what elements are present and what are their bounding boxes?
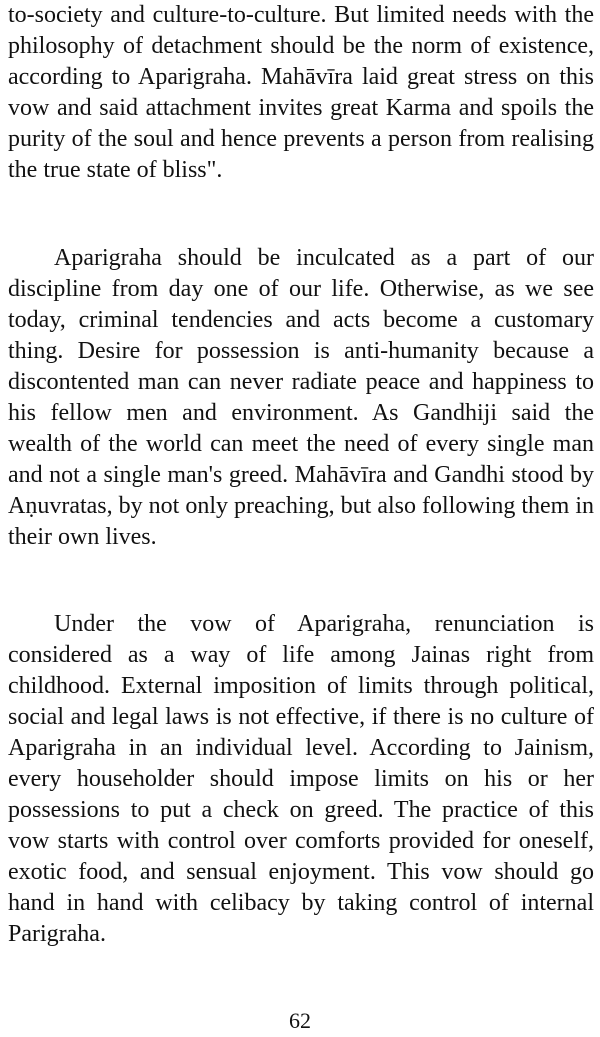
paragraph-3: Under the vow of Aparigraha, renunciation is considered as a way of life among Jainas right from childhood. External imposition of limits through political, social and legal laws is not effective, if there is no culture of Aparigraha in an individual level. According to Jainism, every householder should impose limits on his or her possessions to put a check on greed. The practice of this vow starts with control over comforts provided for oneself, exotic food, and sensual enjoyment. This vow should go hand in hand with celibacy by taking control of internal Parigraha. <box>8 611 594 947</box>
paragraph-2: Aparigraha should be inculcated as a part of our discipline from day one of our life. Otherwise, as we see today, criminal tendencies and acts become a customary thing. Desire for possession is anti-humanity because a discontented man can never radiate peace and happiness to his fellow men and environment. As Gandhiji said the wealth of the world can meet the need of every single man and not a single man's greed. Mahāvīra and Gandhi stood by Aṇuvratas, by not only preaching, but also following them in their own lives. <box>8 245 594 550</box>
paragraph-1: to-society and culture-to-culture. But limited needs with the philosophy of detachment should be the norm of existence, according to Aparigraha. Mahāvīra laid great stress on this vow and said attachment invites great Karma and spoils the purity of the soul and hence prevents a person from realising the true state of bliss". <box>8 2 594 183</box>
page-number: 62 <box>289 1008 311 1033</box>
